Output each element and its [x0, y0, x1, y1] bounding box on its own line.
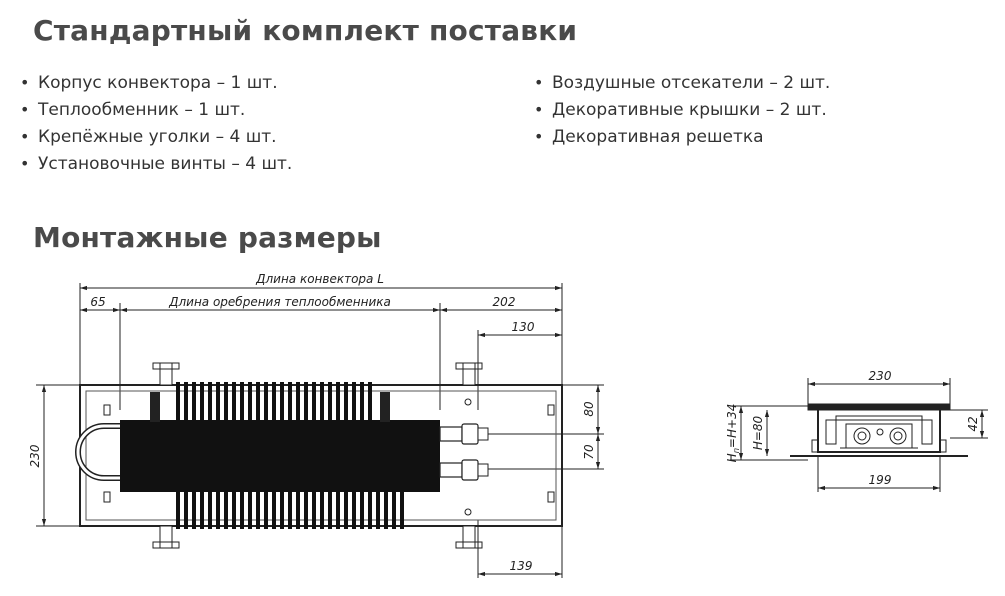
dim-202-label: 202 [492, 295, 516, 309]
side-dim-h34-rest: =H+34 [725, 403, 739, 449]
heat-exchanger-fins [120, 382, 440, 529]
list-item: • Крепёжные уголки – 4 шт. [20, 126, 292, 153]
side-dim-230-label: 230 [868, 369, 892, 383]
supply-heading: Стандартный комплект поставки [33, 14, 578, 47]
dim-139-label: 139 [509, 559, 533, 573]
side-dim-h-label: H=80 [751, 415, 765, 451]
list-item: • Корпус конвектора – 1 шт. [20, 72, 292, 99]
side-dim-h34-sub: п [732, 448, 741, 454]
list-item: • Воздушные отсекатели – 2 шт. [534, 72, 830, 99]
list-item: • Декоративная решетка [534, 126, 830, 153]
dim-130-label: 130 [511, 320, 535, 334]
list-item: • Теплообменник – 1 шт. [20, 99, 292, 126]
fin-length-label: Длина оребрения теплообменника [169, 295, 391, 309]
dim-65-label: 65 [90, 295, 106, 309]
length-label: Длина конвектора L [256, 272, 384, 286]
dim-230-label: 230 [28, 444, 42, 468]
side-view-drawing [730, 378, 988, 492]
side-dim-199-label: 199 [868, 473, 892, 487]
mounting-heading: Монтажные размеры [33, 221, 382, 254]
dim-80-label: 80 [582, 401, 596, 417]
dim-70-label: 70 [582, 444, 596, 460]
list-item: • Декоративные крышки – 2 шт. [534, 99, 830, 126]
list-item: • Установочные винты – 4 шт. [20, 153, 292, 180]
side-dim-42-label: 42 [966, 416, 980, 432]
side-dim-h34-h: H [725, 453, 739, 463]
side-dim-h34-label [725, 404, 741, 463]
